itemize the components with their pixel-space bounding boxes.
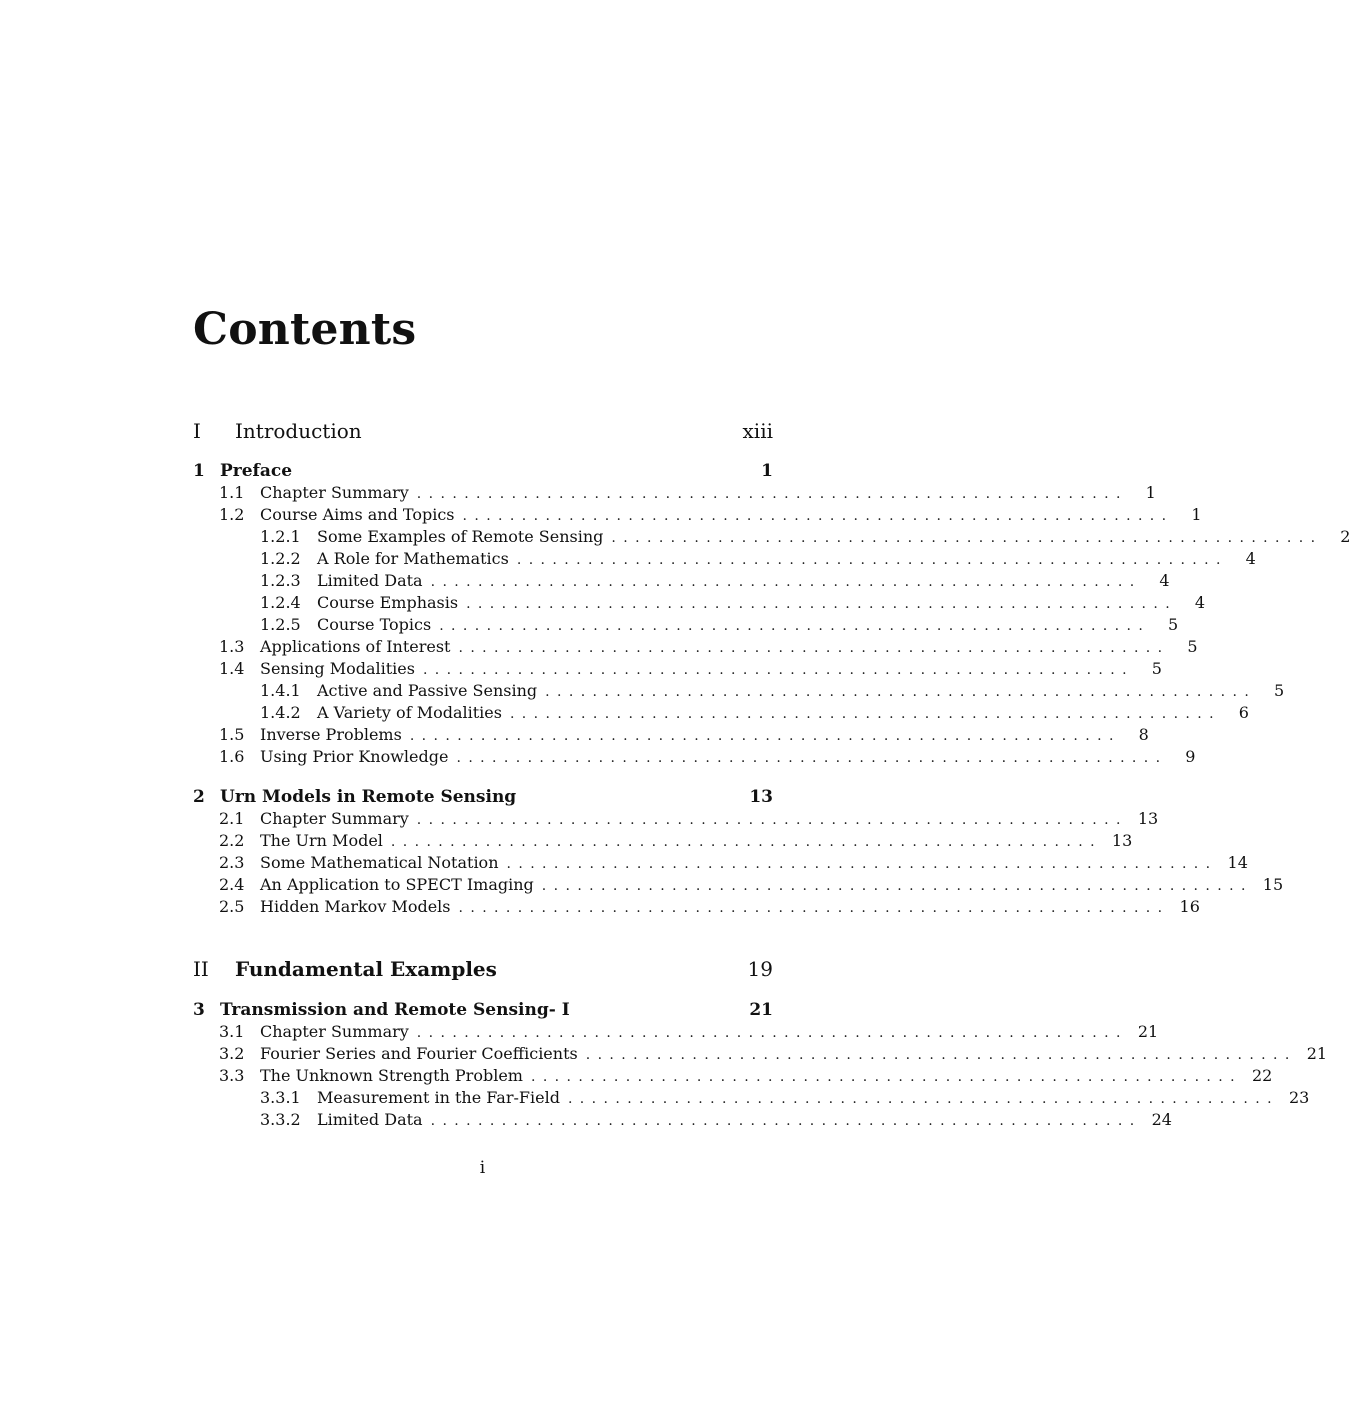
toc-subsection-title: Course Topics (317, 615, 432, 634)
toc-subsection-row[interactable] (193, 593, 1206, 615)
toc-page-number: 2 (1340, 527, 1350, 546)
toc-section-row[interactable] (193, 831, 1133, 853)
dot-leader: ............................................................ (390, 834, 1102, 850)
toc-page-number: 16 (1179, 897, 1200, 916)
toc-section-title: The Urn Model (260, 831, 383, 850)
toc-section-title: An Application to SPECT Imaging (260, 875, 534, 894)
toc-section-title: Inverse Problems (260, 725, 402, 744)
toc-page-number: 13 (749, 787, 773, 807)
toc-section-number: 2.1 (219, 809, 245, 828)
dot-leader: ............................................................ (422, 662, 1134, 678)
toc-page-number: 13 (1111, 831, 1133, 850)
toc-page-number: xiii (742, 419, 773, 443)
dot-leader: ............................................................ (430, 574, 1142, 590)
toc-subsection-title: Measurement in the Far-Field (317, 1088, 560, 1107)
toc-subsection-row[interactable] (193, 571, 1170, 593)
toc-section-number: 2.5 (219, 897, 245, 916)
dot-leader: ............................................................ (416, 1025, 1128, 1041)
toc-section-title: Chapter Summary (260, 809, 409, 828)
toc-section-title: Sensing Modalities (260, 659, 415, 678)
toc-chapter-title: Preface (220, 461, 293, 481)
toc-chapter-row[interactable] (193, 787, 773, 809)
toc-section-title: Chapter Summary (260, 483, 409, 502)
toc-subsection-number: 1.2.3 (260, 571, 301, 590)
toc-section-title: Applications of Interest (260, 637, 451, 656)
toc-page-number: 24 (1151, 1110, 1172, 1129)
toc-page-number: 13 (1137, 809, 1159, 828)
dot-leader: ............................................................ (585, 1047, 1297, 1063)
toc-section-row[interactable] (193, 659, 1162, 681)
table-of-contents (193, 0, 1350, 1424)
toc-subsection-number: 3.3.2 (260, 1110, 301, 1129)
toc-page-number: 5 (1151, 659, 1162, 678)
dot-leader: ............................................................ (456, 750, 1168, 766)
toc-subsection-title: Course Emphasis (317, 593, 459, 612)
toc-section-title: Using Prior Knowledge (260, 747, 449, 766)
toc-page-number: 1 (1145, 483, 1156, 502)
toc-page-number: 4 (1194, 593, 1206, 612)
toc-subsection-title: Active and Passive Sensing (317, 681, 538, 700)
toc-subsection-number: 1.2.5 (260, 615, 301, 634)
toc-chapter-number: 3 (193, 1000, 205, 1020)
toc-section-number: 1.3 (219, 637, 245, 656)
dot-leader: ............................................................ (516, 552, 1228, 568)
toc-section-row[interactable] (193, 809, 1159, 831)
toc-section-title: Course Aims and Topics (260, 505, 455, 524)
dot-leader: ............................................................ (430, 1113, 1142, 1129)
toc-page-number: 5 (1168, 615, 1179, 634)
toc-page-number: 5 (1187, 637, 1198, 656)
toc-chapter-row[interactable] (193, 1000, 773, 1022)
dot-leader: ............................................................ (611, 530, 1323, 546)
toc-part-title: Introduction (235, 419, 362, 443)
toc-subsection-row[interactable] (193, 703, 1249, 725)
toc-page-number: 21 (749, 1000, 773, 1020)
toc-page-number: 6 (1238, 703, 1249, 722)
toc-subsection-number: 1.4.1 (260, 681, 301, 700)
toc-page-number: 19 (747, 957, 773, 981)
toc-section-row[interactable] (193, 505, 1202, 527)
toc-part-number: II (193, 957, 209, 981)
toc-subsection-number: 1.2.2 (260, 549, 301, 568)
toc-section-row[interactable] (193, 725, 1149, 747)
toc-page-number: 21 (1137, 1022, 1159, 1041)
toc-section-row[interactable] (193, 853, 1248, 875)
toc-chapter-number: 2 (193, 787, 205, 807)
toc-section-number: 2.2 (219, 831, 245, 850)
toc-subsection-number: 3.3.1 (260, 1088, 301, 1107)
page-heading: Contents (193, 304, 417, 355)
toc-section-row[interactable] (193, 875, 1284, 897)
dot-leader: ............................................................ (545, 684, 1257, 700)
toc-section-row[interactable] (193, 637, 1198, 659)
toc-chapter-title: Transmission and Remote Sensing- I (220, 1000, 570, 1020)
page-number-footer: i (479, 1158, 486, 1178)
dot-leader: ............................................................ (530, 1069, 1242, 1085)
toc-section-row[interactable] (193, 483, 1156, 505)
toc-section-row[interactable] (193, 897, 1200, 919)
toc-section-title: Fourier Series and Fourier Coefficients (260, 1044, 578, 1063)
dot-leader: ............................................................ (541, 878, 1253, 894)
toc-page-number: 14 (1227, 853, 1248, 872)
toc-chapter-row[interactable] (193, 461, 773, 483)
toc-section-row[interactable] (193, 747, 1196, 769)
toc-section-row[interactable] (193, 1022, 1159, 1044)
toc-subsection-row[interactable] (193, 615, 1179, 637)
toc-subsection-title: Limited Data (317, 1110, 423, 1129)
toc-section-number: 3.1 (219, 1022, 245, 1041)
dot-leader: ............................................................ (462, 508, 1174, 524)
toc-section-number: 1.6 (219, 747, 245, 766)
toc-section-number: 1.4 (219, 659, 245, 678)
toc-section-number: 1.5 (219, 725, 245, 744)
toc-page-number: 9 (1185, 747, 1196, 766)
toc-subsection-title: A Role for Mathematics (317, 549, 509, 568)
toc-page-number: 22 (1251, 1066, 1273, 1085)
dot-leader: ............................................................ (458, 640, 1170, 656)
toc-section-number: 2.4 (219, 875, 245, 894)
dot-leader: ............................................................ (439, 618, 1151, 634)
toc-section-title: Chapter Summary (260, 1022, 409, 1041)
toc-section-title: Some Mathematical Notation (260, 853, 499, 872)
dot-leader: ............................................................ (509, 706, 1221, 722)
toc-section-row[interactable] (193, 1044, 1328, 1066)
toc-subsection-number: 1.2.4 (260, 593, 301, 612)
dot-leader: ............................................................ (416, 486, 1128, 502)
toc-part-number: I (193, 419, 201, 443)
toc-subsection-row[interactable] (193, 1088, 1310, 1110)
toc-page-number: 8 (1138, 725, 1149, 744)
dot-leader: ............................................................ (567, 1091, 1279, 1107)
toc-subsection-row[interactable] (193, 681, 1285, 703)
toc-subsection-number: 1.4.2 (260, 703, 301, 722)
dot-leader: ............................................................ (409, 728, 1121, 744)
toc-subsection-title: Some Examples of Remote Sensing (317, 527, 604, 546)
toc-page-number: 21 (1306, 1044, 1328, 1063)
toc-section-title: The Unknown Strength Problem (260, 1066, 523, 1085)
dot-leader: ............................................................ (466, 596, 1178, 612)
toc-section-title: Hidden Markov Models (260, 897, 451, 916)
toc-section-number: 3.2 (219, 1044, 245, 1063)
toc-chapter-number: 1 (193, 461, 205, 481)
toc-section-number: 1.1 (219, 483, 245, 502)
toc-part-row[interactable] (193, 957, 773, 987)
toc-part-row[interactable] (193, 419, 773, 449)
toc-subsection-title: Limited Data (317, 571, 423, 590)
dot-leader: ............................................................ (458, 900, 1170, 916)
toc-section-row[interactable] (193, 1066, 1273, 1088)
toc-subsection-title: A Variety of Modalities (317, 703, 502, 722)
toc-part-title: Fundamental Examples (235, 957, 497, 981)
toc-section-number: 3.3 (219, 1066, 245, 1085)
dot-leader: ............................................................ (506, 856, 1218, 872)
toc-page-number: 23 (1288, 1088, 1310, 1107)
dot-leader: ............................................................ (416, 812, 1128, 828)
toc-page-number: 1 (761, 461, 773, 481)
toc-subsection-number: 1.2.1 (260, 527, 301, 546)
toc-section-number: 2.3 (219, 853, 245, 872)
toc-page-number: 1 (1191, 505, 1202, 524)
toc-page-number: 4 (1245, 549, 1256, 568)
toc-subsection-row[interactable] (193, 527, 1350, 549)
toc-subsection-row[interactable] (193, 549, 1256, 571)
toc-section-number: 1.2 (219, 505, 245, 524)
toc-page-number: 4 (1159, 571, 1170, 590)
toc-page-number: 5 (1273, 681, 1285, 700)
toc-subsection-row[interactable] (193, 1110, 1172, 1132)
toc-page-number: 15 (1262, 875, 1284, 894)
toc-chapter-title: Urn Models in Remote Sensing (220, 787, 517, 807)
